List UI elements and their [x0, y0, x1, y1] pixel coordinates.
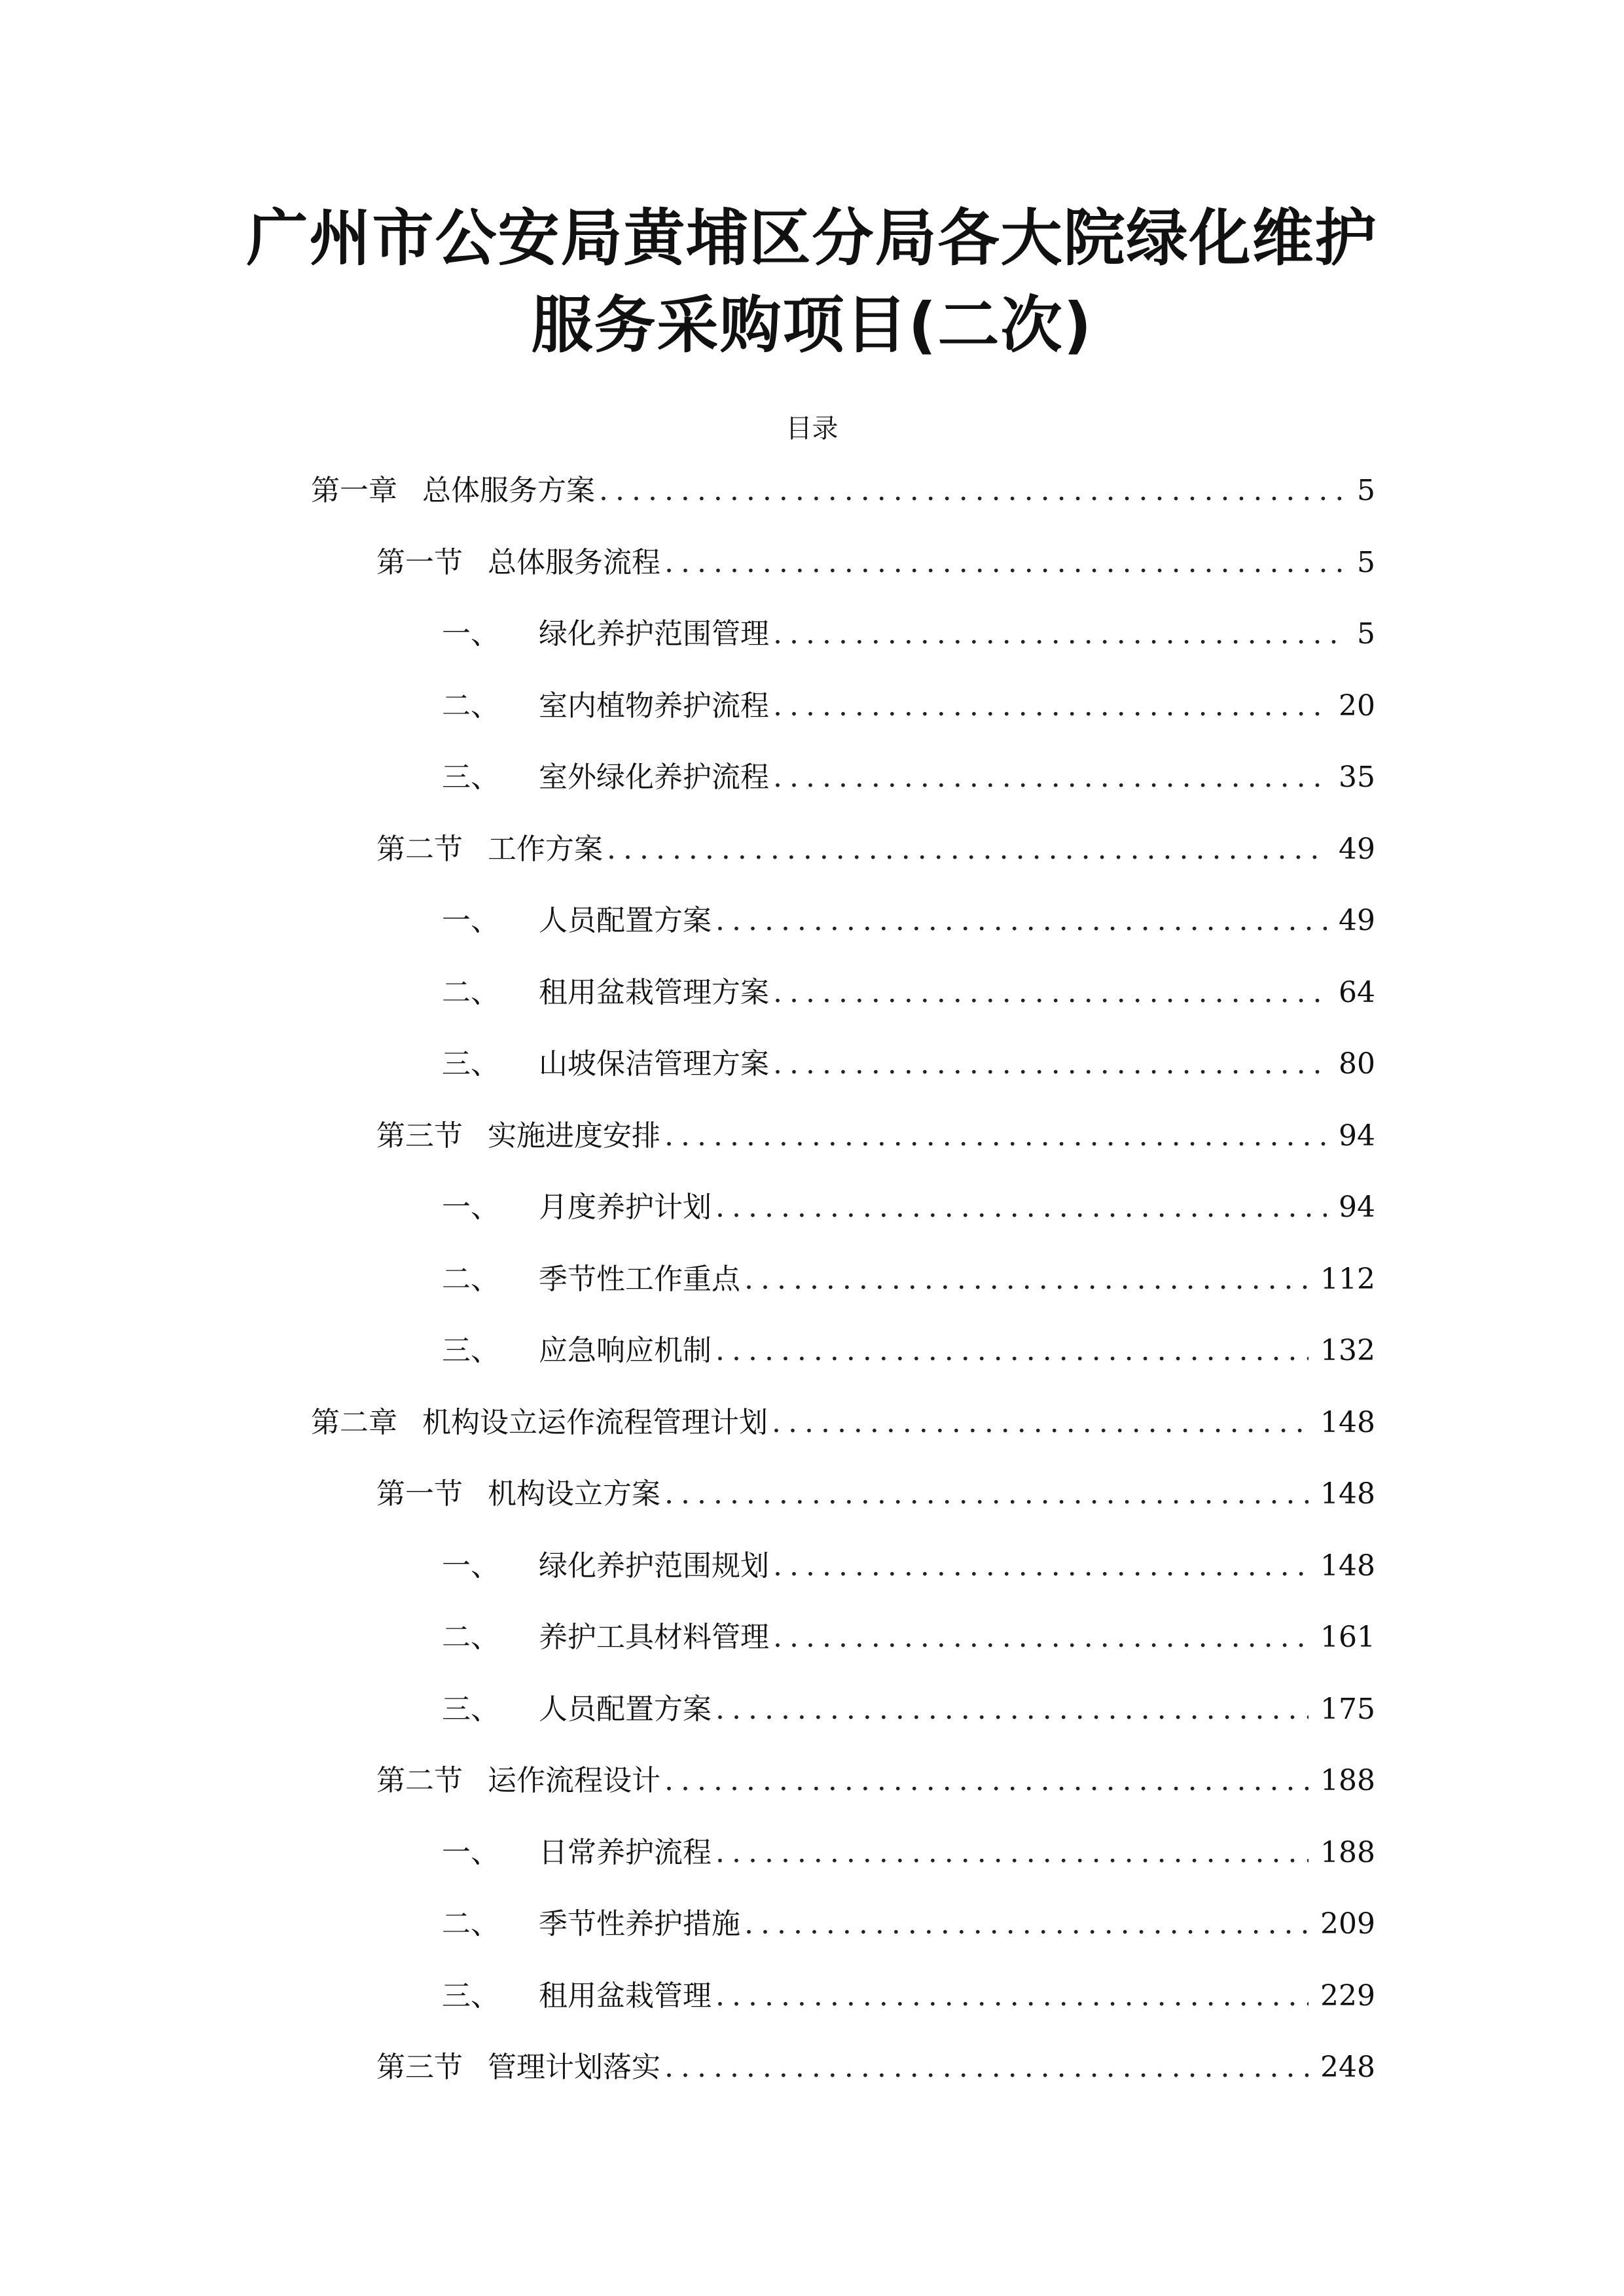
toc-entry[interactable] [376, 543, 1375, 583]
document-title-line-2: 服务采购项目(二次) [531, 290, 1093, 361]
toc-entry-text: 绿化养护范围管理 [539, 617, 769, 651]
toc-entry-label [442, 1690, 712, 1729]
toc-entry-number: 二、 [442, 976, 499, 1009]
toc-page-number: 80 [1339, 1047, 1375, 1081]
toc-dot-leader [599, 471, 1345, 511]
toc-dot-leader [664, 1475, 1308, 1514]
toc-page-number: 148 [1320, 1477, 1375, 1511]
toc-entry-label [442, 1977, 712, 2016]
toc-entry-number: 三、 [442, 1047, 499, 1081]
toc-page-number: 248 [1320, 2051, 1375, 2084]
toc-dot-leader [715, 1833, 1308, 1873]
toc-entry-text: 管理计划落实 [488, 2051, 660, 2084]
toc-page-number: 132 [1320, 1334, 1375, 1367]
toc-dot-leader [607, 830, 1327, 869]
toc-page-number: 175 [1320, 1693, 1375, 1726]
toc-entry-number: 第一节 [376, 546, 463, 579]
toc-entry-label [442, 615, 769, 654]
toc-entry[interactable] [376, 1117, 1375, 1156]
toc-dot-leader [773, 615, 1345, 654]
toc-entry-number: 第二节 [376, 833, 463, 866]
toc-entry[interactable] [442, 1833, 1375, 1873]
toc-entry[interactable] [376, 830, 1375, 869]
toc-entry-number: 二、 [442, 1621, 499, 1654]
toc-entry-text: 月度养护计划 [539, 1191, 712, 1224]
toc-entry-label [442, 1547, 769, 1586]
toc-entry-number: 三、 [442, 1693, 499, 1726]
toc-entry-text: 总体服务方案 [422, 474, 595, 507]
toc-entry[interactable] [376, 2048, 1375, 2087]
toc-entry-number: 一、 [442, 617, 499, 651]
toc-page-number: 112 [1320, 1263, 1375, 1296]
toc-entry-number: 一、 [442, 1836, 499, 1869]
toc-entry-number: 第三节 [376, 1119, 463, 1153]
toc-entry[interactable] [442, 1045, 1375, 1084]
toc-dot-leader [773, 973, 1327, 1013]
toc-entry-number: 第一节 [376, 1477, 463, 1511]
toc-entry-text: 山坡保洁管理方案 [539, 1047, 769, 1081]
toc-page-number: 49 [1339, 904, 1375, 937]
toc-entry-label [376, 1475, 660, 1514]
toc-entry-label [442, 1833, 712, 1873]
toc-entry-number: 三、 [442, 1334, 499, 1367]
toc-page-number: 229 [1320, 1979, 1375, 2013]
toc-entry[interactable] [442, 1618, 1375, 1657]
toc-entry-text: 机构设立方案 [488, 1477, 660, 1511]
toc-entry-text: 室内植物养护流程 [539, 689, 769, 723]
toc-dot-leader [773, 687, 1327, 726]
toc-dot-leader [715, 1331, 1308, 1371]
toc-entry-label [442, 1260, 740, 1299]
toc-entry-label [442, 1618, 769, 1657]
toc-page-number: 209 [1320, 1907, 1375, 1941]
toc-entry-label [442, 1045, 769, 1084]
toc-entry[interactable] [442, 1188, 1375, 1227]
toc-entry-label [376, 1761, 660, 1801]
toc-entry[interactable] [442, 615, 1375, 654]
toc-entry[interactable] [442, 758, 1375, 797]
toc-entry-text: 绿化养护范围规划 [539, 1549, 769, 1583]
toc-entry-number: 三、 [442, 1979, 499, 2013]
toc-page-number: 5 [1357, 617, 1375, 651]
toc-page-number: 5 [1357, 546, 1375, 579]
toc-entry[interactable] [442, 973, 1375, 1013]
toc-entry[interactable] [442, 1905, 1375, 1944]
toc-page-number: 188 [1320, 1764, 1375, 1797]
toc-entry[interactable] [442, 1977, 1375, 2016]
toc-entry-label [442, 687, 769, 726]
toc-dot-leader [664, 2048, 1308, 2087]
toc-entry-text: 室外绿化养护流程 [539, 761, 769, 794]
toc-entry-text: 养护工具材料管理 [539, 1621, 769, 1654]
toc-entry[interactable] [442, 1331, 1375, 1371]
toc-dot-leader [715, 1188, 1327, 1227]
toc-entry-number: 第一章 [311, 474, 397, 507]
toc-entry-label [442, 1331, 712, 1371]
toc-entry-label [442, 1905, 740, 1944]
toc-entry-label [376, 830, 603, 869]
toc-entry-text: 应急响应机制 [539, 1334, 712, 1367]
toc-entry-label [311, 1403, 768, 1443]
toc-entry[interactable] [442, 901, 1375, 941]
toc-entry[interactable] [376, 1761, 1375, 1801]
toc-entry[interactable] [376, 1475, 1375, 1514]
toc-entry-number: 二、 [442, 1263, 499, 1296]
toc-entry-label [376, 2048, 660, 2087]
toc-dot-leader [773, 1547, 1308, 1586]
toc-entry-number: 一、 [442, 1191, 499, 1224]
toc-page-number: 188 [1320, 1836, 1375, 1869]
toc-entry-text: 运作流程设计 [488, 1764, 660, 1797]
toc-page-number: 94 [1339, 1119, 1375, 1153]
toc-entry-text: 工作方案 [488, 833, 603, 866]
toc-entry-text: 实施进度安排 [488, 1119, 660, 1153]
toc-dot-leader [664, 543, 1345, 583]
toc-entry-number: 第三节 [376, 2051, 463, 2084]
toc-dot-leader [744, 1905, 1308, 1944]
toc-page-number: 148 [1320, 1406, 1375, 1439]
toc-page-number: 64 [1339, 976, 1375, 1009]
toc-entry[interactable] [311, 471, 1375, 511]
toc-entry[interactable] [311, 1403, 1375, 1443]
toc-dot-leader [715, 1977, 1308, 2016]
toc-entry-label [442, 973, 769, 1013]
toc-dot-leader [773, 758, 1327, 797]
toc-entry-text: 机构设立运作流程管理计划 [422, 1406, 768, 1439]
toc-page-number: 49 [1339, 833, 1375, 866]
toc-entry-label [442, 1188, 712, 1227]
toc-entry-number: 二、 [442, 1907, 499, 1941]
toc-entry-label [442, 901, 712, 941]
toc-dot-leader [744, 1260, 1308, 1299]
toc-entry-label [376, 543, 660, 583]
toc-entry[interactable] [442, 687, 1375, 726]
toc-page-number: 5 [1357, 474, 1375, 507]
toc-dot-leader [773, 1618, 1308, 1657]
toc-dot-leader [715, 901, 1327, 941]
toc-page-number: 94 [1339, 1191, 1375, 1224]
toc-page-number: 35 [1339, 761, 1375, 794]
toc-page-number: 20 [1339, 689, 1375, 723]
toc-page-number: 148 [1320, 1549, 1375, 1583]
toc-dot-leader [664, 1117, 1327, 1156]
toc-page-number: 161 [1320, 1621, 1375, 1654]
toc-entry-label [442, 758, 769, 797]
toc-entry-text: 季节性养护措施 [539, 1907, 740, 1941]
toc-entry-number: 一、 [442, 904, 499, 937]
toc-entry-number: 二、 [442, 689, 499, 723]
toc-heading: 目录 [785, 414, 839, 444]
toc-entry-number: 第二章 [311, 1406, 397, 1439]
toc-entry-text: 季节性工作重点 [539, 1263, 740, 1296]
toc-entry-label [376, 1117, 660, 1156]
document-title-line-1: 广州市公安局黄埔区分局各大院绿化维护 [246, 203, 1378, 274]
toc-entry-text: 租用盆栽管理方案 [539, 976, 769, 1009]
toc-dot-leader [664, 1761, 1308, 1801]
toc-entry-label [311, 471, 595, 511]
toc-entry-number: 第二节 [376, 1764, 463, 1797]
toc-entry-number: 一、 [442, 1549, 499, 1583]
toc-entry-text: 人员配置方案 [539, 1693, 712, 1726]
toc-entry[interactable] [442, 1690, 1375, 1729]
toc-dot-leader [715, 1690, 1308, 1729]
toc-dot-leader [772, 1403, 1308, 1443]
toc-entry[interactable] [442, 1260, 1375, 1299]
toc-entry[interactable] [442, 1547, 1375, 1586]
toc-entry-text: 日常养护流程 [539, 1836, 712, 1869]
toc-entry-text: 租用盆栽管理 [539, 1979, 712, 2013]
toc-entry-text: 总体服务流程 [488, 546, 660, 579]
toc-dot-leader [773, 1045, 1327, 1084]
toc-entry-text: 人员配置方案 [539, 904, 712, 937]
toc-entry-number: 三、 [442, 761, 499, 794]
